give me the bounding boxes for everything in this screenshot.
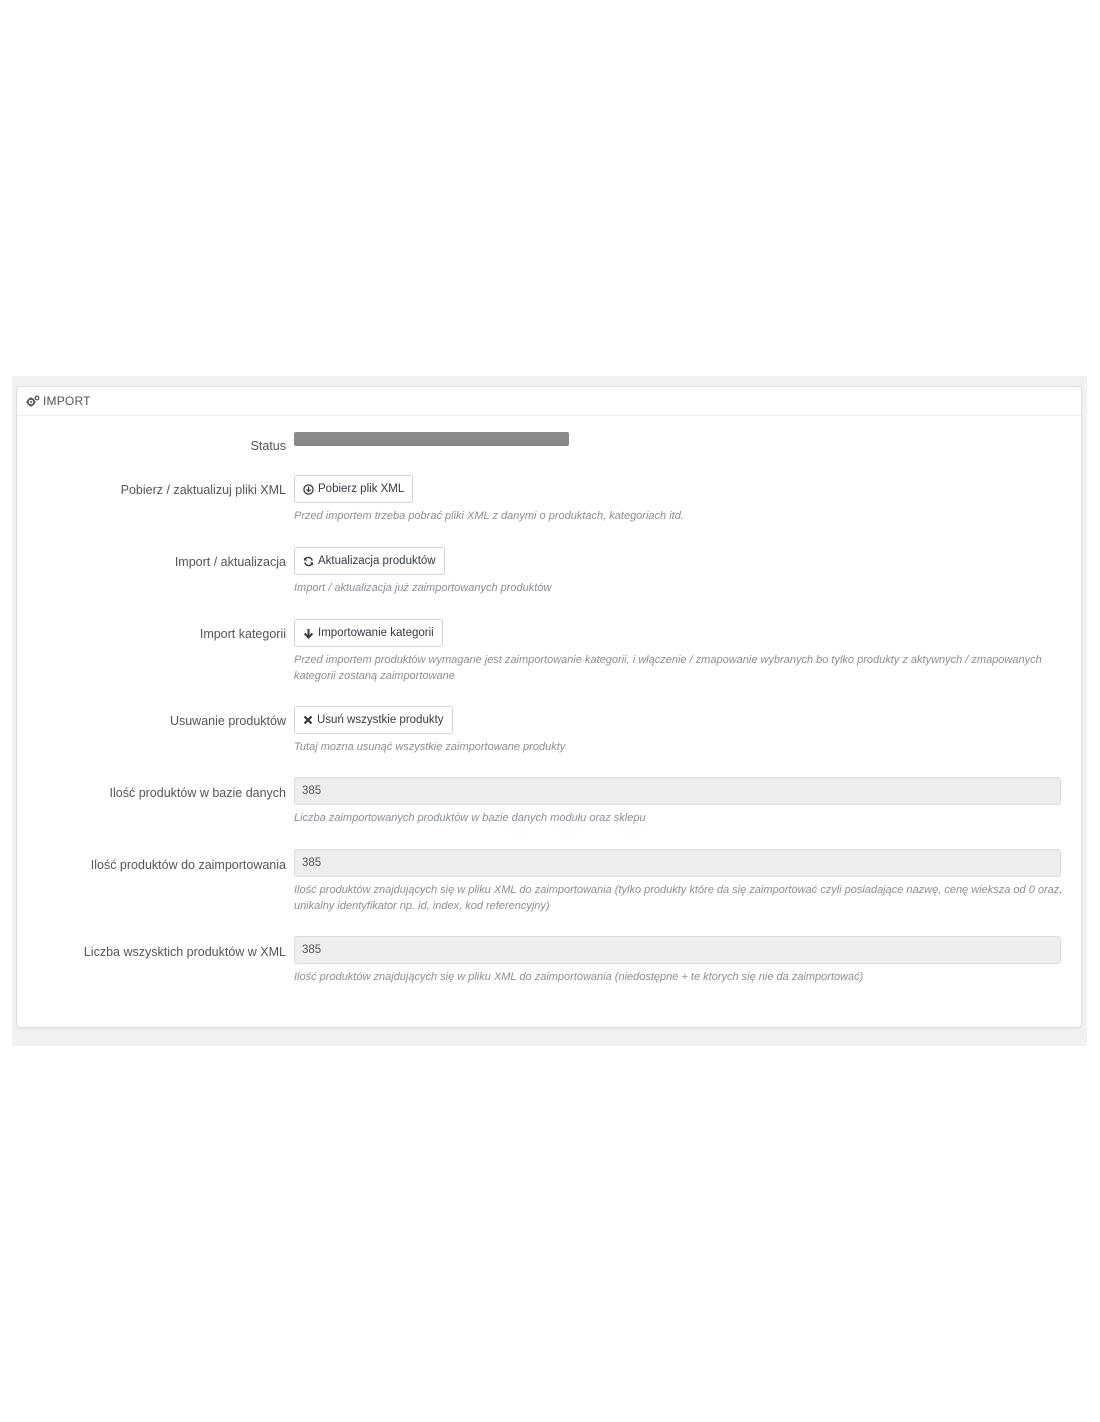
db-count-label: Ilość produktów w bazie danych [109, 786, 286, 800]
to-import-help: Ilość produktów znajdujących się w pliku XML do zaimportowania (tylko produkty które da się zaimportować czyli posiadające nazwę, cenę wieksza od 0 oraz, unikalny identyfikator np. id, index, kod referencyjny) [294, 884, 1063, 912]
update-help: Import / aktualizacja już zaimportowanych produktów [294, 582, 552, 594]
categories-help: Przed importem produktów wymagane jest zaimportowanie kategorii, i włączenie / zmapowanie wybranych bo tylko produkty z aktywnych / zmapowanych kategorii zostaną zaimportowane [294, 654, 1042, 682]
xml-total-label: Liczba wszysktich produktów w XML [83, 945, 286, 959]
arrow-down-icon [303, 628, 314, 639]
download-label: Pobierz / zaktualizuj pliki XML [120, 483, 286, 497]
close-icon [303, 715, 313, 725]
download-xml-button[interactable] [294, 475, 413, 503]
delete-label: Usuwanie produktów [169, 714, 286, 728]
to-import-field[interactable] [294, 849, 1061, 877]
refresh-icon [303, 556, 314, 567]
update-label: Import / aktualizacja [174, 555, 286, 569]
import-panel [16, 386, 1082, 1028]
status-bar [294, 432, 569, 446]
to-import-label: Ilość produktów do zaimportowania [90, 858, 286, 872]
download-help: Przed importem trzeba pobrać pliki XML z danymi o produktach, kategoriach itd. [294, 510, 684, 522]
panel-heading [17, 387, 1081, 416]
status-label: Status [250, 439, 286, 453]
categories-label: Import kategorii [199, 627, 286, 641]
xml-total-help: Ilość produktów znajdujących się w pliku XML do zaimportowania (niedostępne + te ktorych się nie da zaimportować) [294, 971, 864, 983]
delete-help: Tutaj mozna usunąć wszystkie zaimportowane produkty [294, 741, 566, 753]
import-categories-button[interactable] [294, 619, 443, 647]
import-categories-button-label: Importowanie kategorii [318, 627, 434, 639]
db-count-help: Liczba zaimportowanych produktów w bazie danych modułu oraz sklepu [294, 812, 646, 824]
delete-all-products-button-label: Usuń wszystkie produkty [317, 714, 444, 726]
cogs-icon [26, 395, 40, 407]
db-count-field[interactable] [294, 777, 1061, 805]
download-xml-button-label: Pobierz plik XML [318, 483, 405, 495]
panel-title: IMPORT [43, 394, 91, 408]
update-products-button[interactable] [294, 547, 445, 575]
delete-all-products-button[interactable] [294, 706, 453, 734]
download-circle-icon [303, 484, 314, 495]
update-products-button-label: Aktualizacja produktów [318, 555, 436, 567]
xml-total-field[interactable] [294, 936, 1061, 964]
import-panel-wrapper [12, 376, 1087, 1046]
